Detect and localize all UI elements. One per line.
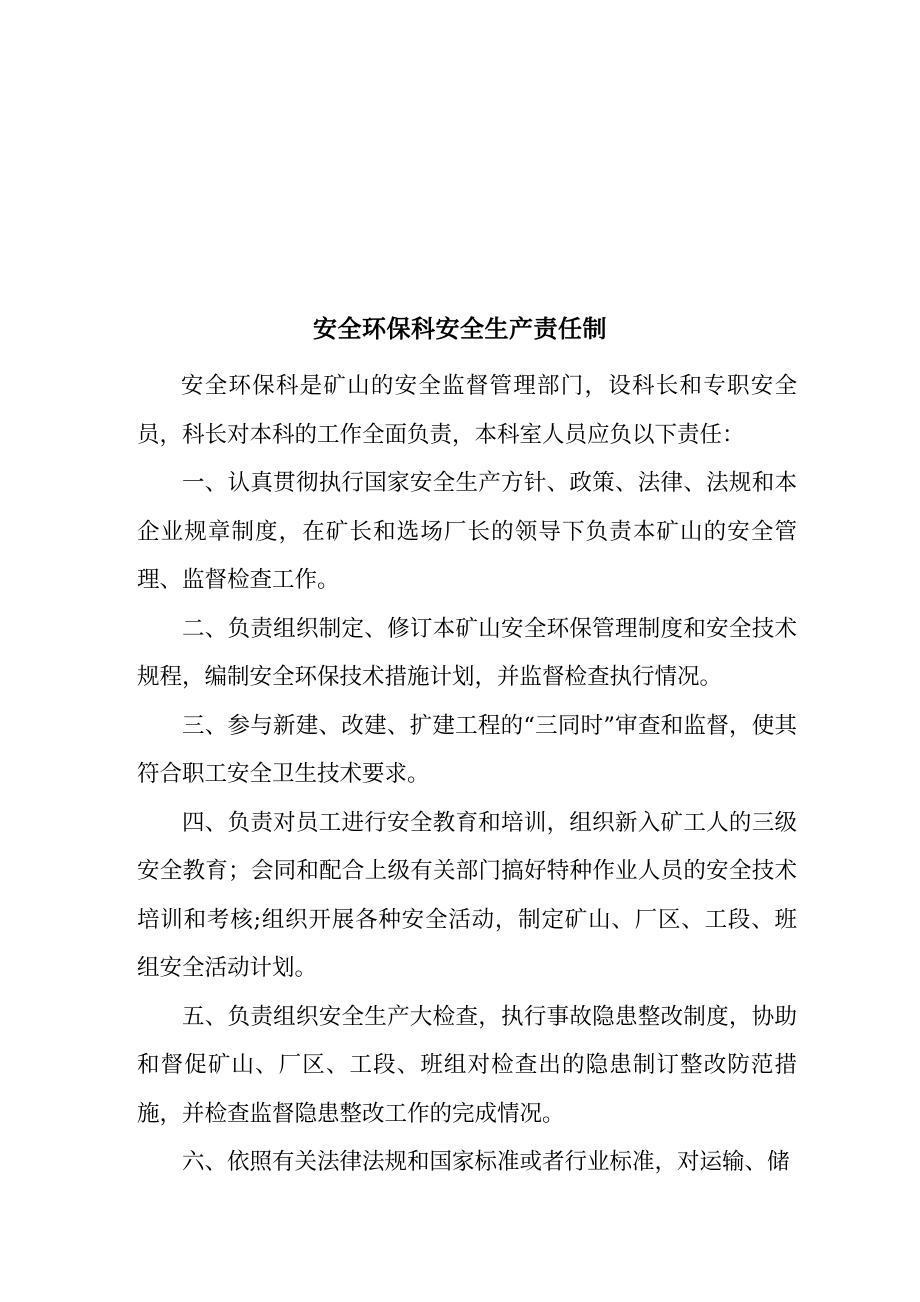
item-paragraph-3: 三、参与新建、改建、扩建工程的“三同时”审查和监督，使其符合职工安全卫生技术要求。 bbox=[137, 712, 797, 787]
item-paragraph-1: 一、认真贯彻执行国家安全生产方针、政策、法律、法规和本企业规章制度，在矿长和选场厂长的领导下负责本矿山的安全管理、监督检查工作。 bbox=[137, 470, 797, 593]
intro-paragraph: 安全环保科是矿山的安全监督管理部门，设科长和专职安全员，科长对本科的工作全面负责，本科室人员应负以下责任： bbox=[137, 373, 797, 448]
item-paragraph-2: 二、负责组织制定、修订本矿山安全环保管理制度和安全技术规程，编制安全环保技术措施计划，并监督检查执行情况。 bbox=[137, 615, 797, 690]
item-paragraph-4: 四、负责对员工进行安全教育和培训，组织新入矿工人的三级安全教育；会同和配合上级有关部门搞好特种作业人员的安全技术培训和考核;组织开展各种安全活动，制定矿山、厂区、工段、班组安全活动计划。 bbox=[137, 809, 797, 981]
document-title: 安全环保科安全生产责任制 bbox=[313, 315, 607, 343]
item-paragraph-6: 六、依照有关法律法规和国家标准或者行业标准，对运输、储 bbox=[182, 1149, 790, 1175]
item-paragraph-5: 五、负责组织安全生产大检查，执行事故隐患整改制度，协助和督促矿山、厂区、工段、班组对检查出的隐患制订整改防范措施，并检查监督隐患整改工作的完成情况。 bbox=[137, 1003, 797, 1127]
document-body bbox=[137, 362, 797, 1187]
